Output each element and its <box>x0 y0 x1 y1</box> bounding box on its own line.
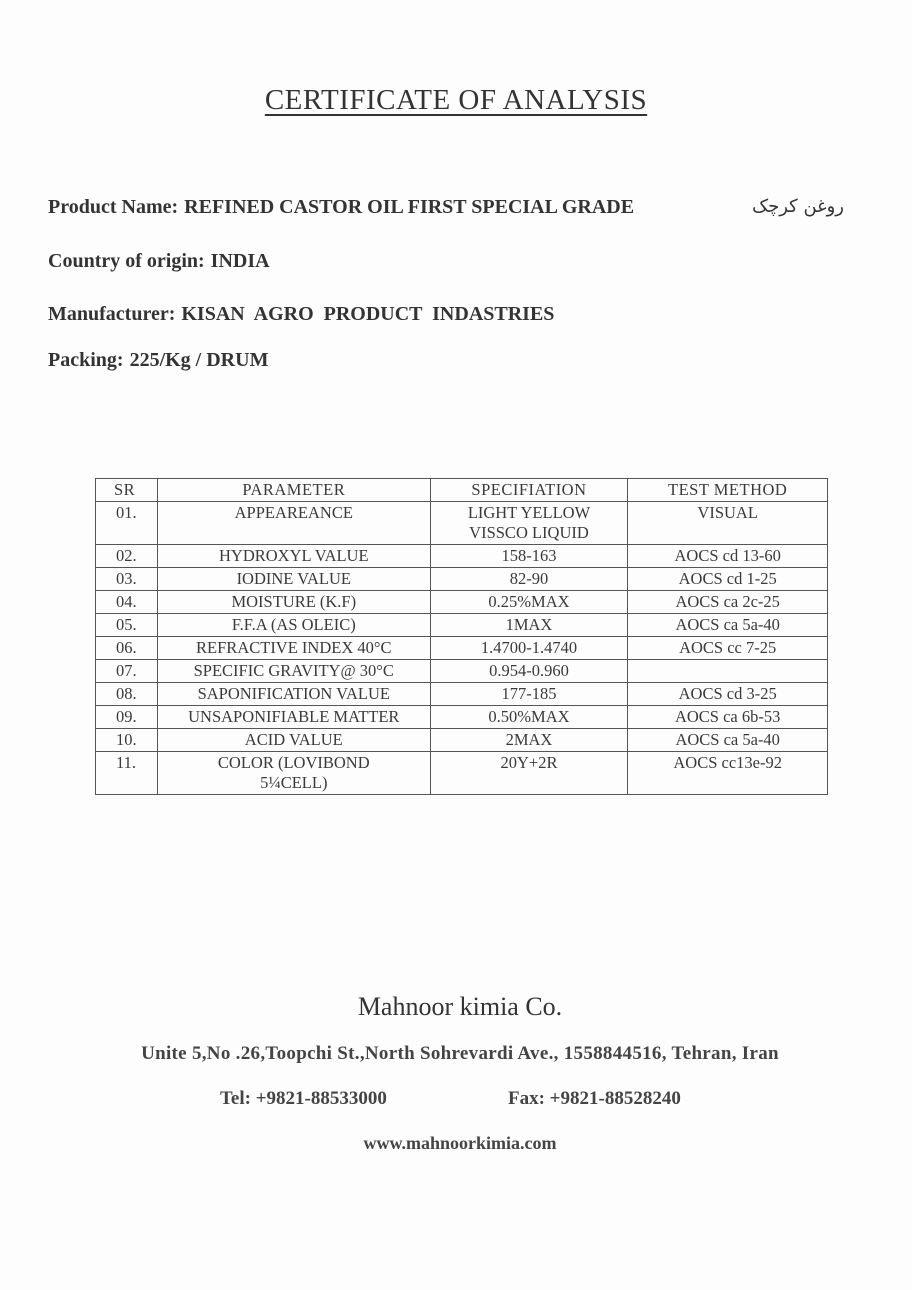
cell-sr: 05. <box>96 614 158 637</box>
cell-parameter: ACID VALUE <box>157 729 430 752</box>
cell-specification: 1.4700-1.4740 <box>430 637 628 660</box>
cell-specification: 20Y+2R <box>430 752 628 795</box>
manufacturer-value: KISAN AGRO PRODUCT INDASTRIES <box>181 303 555 325</box>
product-name-field <box>48 196 634 219</box>
cell-test-method: AOCS cc 7-25 <box>628 637 828 660</box>
cell-specification: 1MAX <box>430 614 628 637</box>
table-row <box>96 545 828 568</box>
cell-test-method: AOCS ca 2c-25 <box>628 591 828 614</box>
cell-sr: 09. <box>96 706 158 729</box>
analysis-table <box>95 478 828 795</box>
country-of-origin-label: Country of origin: <box>48 250 205 272</box>
cell-sr: 06. <box>96 637 158 660</box>
table-row <box>96 568 828 591</box>
packing-value: 225/Kg / DRUM <box>129 349 269 371</box>
country-of-origin-field <box>48 250 270 273</box>
cell-specification: 158-163 <box>430 545 628 568</box>
cell-parameter: HYDROXYL VALUE <box>157 545 430 568</box>
cell-parameter: MOISTURE (K.F) <box>157 591 430 614</box>
table-row <box>96 752 828 795</box>
table-row <box>96 706 828 729</box>
cell-sr: 02. <box>96 545 158 568</box>
manufacturer-field <box>48 303 554 326</box>
header-specification: SPECIFIATION <box>430 479 628 502</box>
cell-test-method: AOCS ca 5a-40 <box>628 729 828 752</box>
table-row <box>96 591 828 614</box>
table-row <box>96 683 828 706</box>
country-of-origin-value: INDIA <box>210 250 270 272</box>
cell-parameter: APPEAREANCE <box>157 502 430 545</box>
document-title: CERTIFICATE OF ANALYSIS <box>264 84 648 116</box>
table-row <box>96 660 828 683</box>
packing-label: Packing: <box>48 349 124 371</box>
cell-specification: 2MAX <box>430 729 628 752</box>
cell-sr: 04. <box>96 591 158 614</box>
cell-test-method: AOCS cc13e-92 <box>628 752 828 795</box>
cell-specification: 0.25%MAX <box>430 591 628 614</box>
company-address: Unite 5,No .26,Toopchi St.,North Sohrevardi Ave., 1558844516, Tehran, Iran <box>141 1043 779 1064</box>
cell-sr: 08. <box>96 683 158 706</box>
cell-sr: 11. <box>96 752 158 795</box>
cell-sr: 07. <box>96 660 158 683</box>
product-name-farsi: روغن کرچک <box>752 196 844 217</box>
cell-parameter: IODINE VALUE <box>157 568 430 591</box>
cell-specification: LIGHT YELLOW VISSCO LIQUID <box>430 502 628 545</box>
cell-parameter: F.F.A (AS OLEIC) <box>157 614 430 637</box>
manufacturer-label: Manufacturer: <box>48 303 176 325</box>
cell-parameter: SPECIFIC GRAVITY@ 30°C <box>157 660 430 683</box>
table-row <box>96 614 828 637</box>
table-row <box>96 502 828 545</box>
cell-specification: 82-90 <box>430 568 628 591</box>
table-header-row <box>96 479 828 502</box>
cell-test-method: AOCS ca 5a-40 <box>628 614 828 637</box>
cell-parameter: COLOR (LOVIBOND 5¼CELL) <box>157 752 430 795</box>
cell-parameter: UNSAPONIFIABLE MATTER <box>157 706 430 729</box>
cell-specification: 0.50%MAX <box>430 706 628 729</box>
cell-specification: 177-185 <box>430 683 628 706</box>
company-website: www.mahnoorkimia.com <box>363 1133 557 1153</box>
cell-parameter: REFRACTIVE INDEX 40°C <box>157 637 430 660</box>
cell-test-method: VISUAL <box>628 502 828 545</box>
header-parameter: PARAMETER <box>157 479 430 502</box>
cell-test-method: AOCS cd 1-25 <box>628 568 828 591</box>
product-name-value: REFINED CASTOR OIL FIRST SPECIAL GRADE <box>184 196 635 218</box>
cell-test-method: AOCS ca 6b-53 <box>628 706 828 729</box>
company-telephone: Tel: +9821-88533000 <box>220 1088 387 1109</box>
product-name-label: Product Name: <box>48 196 179 218</box>
header-sr: SR <box>96 479 158 502</box>
cell-sr: 03. <box>96 568 158 591</box>
cell-test-method <box>628 660 828 683</box>
cell-sr: 10. <box>96 729 158 752</box>
cell-sr: 01. <box>96 502 158 545</box>
cell-test-method: AOCS cd 3-25 <box>628 683 828 706</box>
cell-test-method: AOCS cd 13-60 <box>628 545 828 568</box>
cell-parameter: SAPONIFICATION VALUE <box>157 683 430 706</box>
company-name: Mahnoor kimia Co. <box>357 992 563 1021</box>
packing-field <box>48 349 268 372</box>
cell-specification: 0.954-0.960 <box>430 660 628 683</box>
header-test-method: TEST METHOD <box>628 479 828 502</box>
company-fax: Fax: +9821-88528240 <box>508 1088 681 1109</box>
table-row <box>96 729 828 752</box>
table-row <box>96 637 828 660</box>
